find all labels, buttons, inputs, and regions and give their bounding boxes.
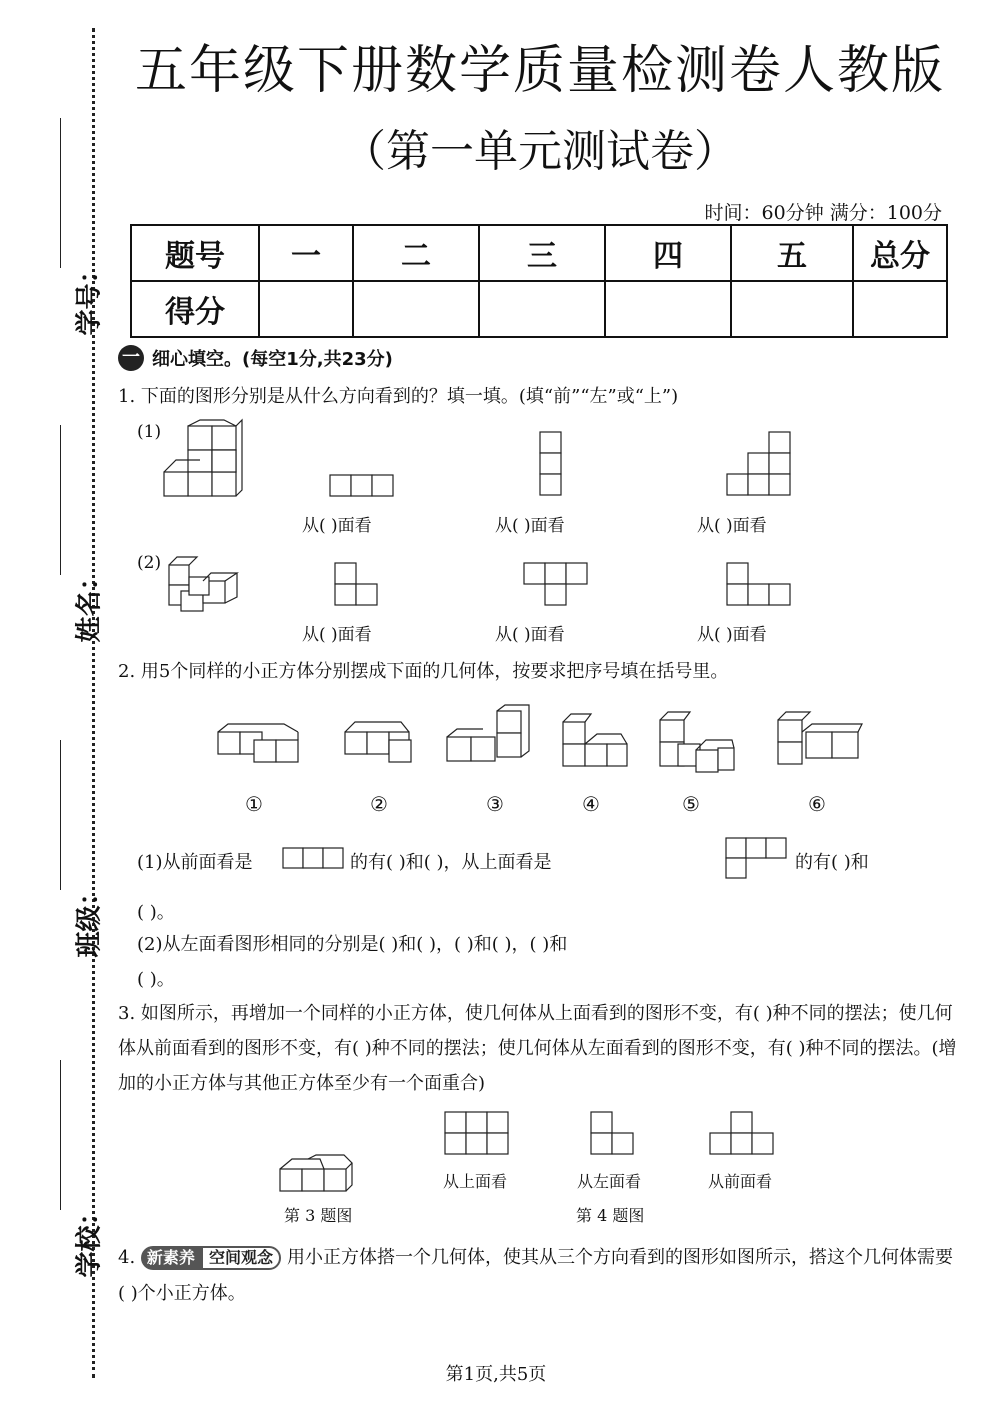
school-field[interactable]: 学校： [30, 1060, 90, 1260]
q1-answer-blank[interactable]: 从( )面看 [302, 516, 372, 536]
q2-solid-2 [345, 718, 417, 768]
score-cell[interactable] [853, 281, 947, 337]
score-header-cell: 五 [731, 225, 853, 281]
score-header-cell: 二 [353, 225, 479, 281]
score-header-cell: 四 [605, 225, 731, 281]
question-3-text[interactable]: 3. 如图所示，再增加一个同样的小正方体，使几何体从上面看到的图形不变，有( )种不同的摆法；使几何体从前面看到的图形不变，有( )种不同的摆法；使几何体从左面看到的图形不变，有( )种不同的摆法。(增加的小正方体与其他正方体至少有一个面重合) [118, 1003, 957, 1094]
q2-solid-5 [660, 712, 740, 772]
q2-top-view-shape [726, 838, 790, 880]
name-field[interactable]: 姓名： [30, 425, 90, 625]
q4-view-label: 从前面看 [708, 1172, 773, 1191]
q4-top-view [445, 1112, 511, 1158]
q2-number: ③ [486, 792, 504, 816]
question-4[interactable] [118, 1240, 958, 1312]
q2-number: ④ [582, 792, 600, 816]
question-4-number: 4. [118, 1247, 136, 1268]
q1-answer-blank[interactable]: 从( )面看 [697, 625, 767, 645]
section-heading [118, 345, 393, 371]
q1-fig2-solid [165, 555, 245, 615]
tag-new-literacy: 新素养 [141, 1246, 201, 1270]
page-subtitle: （第一单元测试卷） [342, 126, 738, 177]
score-cell[interactable] [605, 281, 731, 337]
q1-view-a [330, 475, 396, 499]
q2-solid-3 [447, 705, 537, 769]
score-header-cell: 总分 [853, 225, 947, 281]
page-footer: 第1页,共5页 [445, 1364, 547, 1385]
q2-solid-6 [778, 712, 866, 768]
q4-left-view [591, 1112, 637, 1158]
score-cell[interactable] [479, 281, 605, 337]
q1-answer-blank[interactable]: 从( )面看 [495, 516, 565, 536]
question-1-text: 1. 下面的图形分别是从什么方向看到的？填一填。(填“前”“左”或“上”) [118, 386, 679, 407]
q4-front-view [710, 1112, 776, 1158]
q2-part1-blanks-2[interactable]: 的有( )和 [795, 852, 869, 873]
section-badge: 一 [118, 345, 144, 371]
q2-part2-end[interactable]: ( )。 [137, 969, 175, 990]
q1-fig1-solid [160, 420, 250, 510]
q3-figure-caption: 第 3 题图 [284, 1206, 353, 1225]
score-table-header-row [131, 225, 947, 281]
q1-part2-label: (2) [137, 553, 162, 573]
score-cell[interactable] [731, 281, 853, 337]
q1-view-b [540, 432, 564, 498]
q2-solid-4 [563, 712, 633, 768]
q1-view-d [335, 563, 381, 609]
score-table-score-row [131, 281, 947, 337]
tag-spatial-concept: 空间观念 [201, 1246, 281, 1270]
q1-answer-blank[interactable]: 从( )面看 [495, 625, 565, 645]
q1-view-f [727, 563, 793, 609]
q4-figure-caption: 第 4 题图 [576, 1206, 645, 1225]
score-header-cell: 三 [479, 225, 605, 281]
q3-solid [280, 1155, 360, 1195]
q2-front-view-shape [283, 848, 347, 870]
q2-number: ① [245, 792, 263, 816]
q2-part1-end[interactable]: ( )。 [137, 902, 175, 923]
score-cell[interactable] [353, 281, 479, 337]
q2-solid-1 [218, 718, 308, 768]
cut-line [92, 28, 95, 1378]
q1-answer-blank[interactable]: 从( )面看 [697, 516, 767, 536]
q2-number: ⑤ [682, 792, 700, 816]
student-id-field[interactable]: 学号： [30, 118, 90, 318]
q4-view-label: 从上面看 [443, 1172, 508, 1191]
q2-number: ② [370, 792, 388, 816]
score-row-label: 得分 [131, 281, 259, 337]
score-cell[interactable] [259, 281, 353, 337]
page-title: 五年级下册数学质量检测卷人教版 [134, 41, 945, 101]
score-header-cell: 一 [259, 225, 353, 281]
q1-answer-blank[interactable]: 从( )面看 [302, 625, 372, 645]
time-info: 时间：60分钟 满分：100分 [704, 202, 942, 224]
q4-view-label: 从左面看 [577, 1172, 642, 1191]
q1-view-e [524, 563, 590, 609]
q2-part2-text[interactable]: (2)从左面看图形相同的分别是( )和( )，( )和( )，( )和 [137, 934, 568, 955]
score-table [130, 224, 948, 338]
binding-margin [0, 0, 105, 1403]
q2-number: ⑥ [808, 792, 826, 816]
class-field[interactable]: 班级： [30, 740, 90, 940]
q1-view-c [727, 432, 793, 498]
q2-part1-blanks[interactable]: 的有( )和( )，从上面看是 [350, 852, 552, 873]
question-4-text: 用小正方体搭一个几何体，使其从三个方向看到的图形如图所示，搭这个几何体需要( )个小正方体。 [118, 1247, 953, 1304]
question-2-text: 2. 用5个同样的小正方体分别摆成下面的几何体，按要求把序号填在括号里。 [118, 661, 729, 682]
q2-part1-prefix: (1)从前面看是 [137, 852, 253, 873]
section-title: 细心填空。(每空1分,共23分) [152, 349, 393, 370]
score-header-cell: 题号 [131, 225, 259, 281]
q1-part1-label: (1) [137, 422, 162, 442]
